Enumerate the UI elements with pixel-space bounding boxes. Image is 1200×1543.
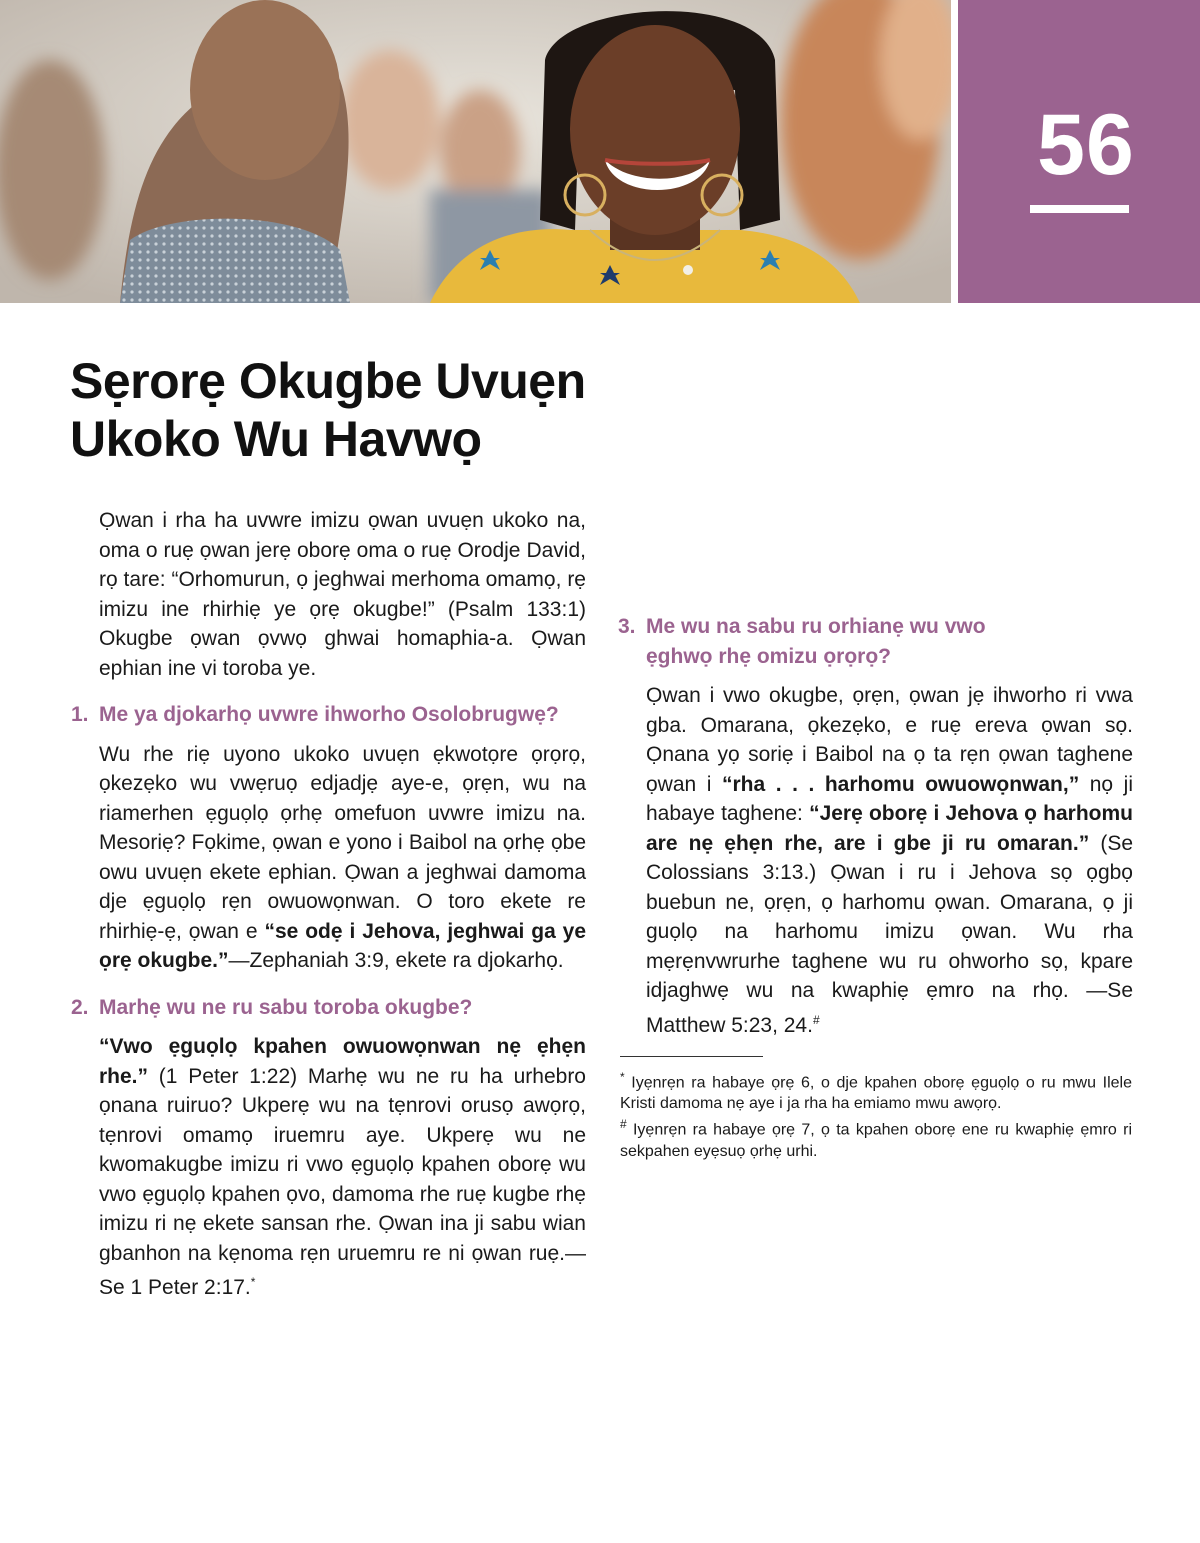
question-1-scripture-quote: “se odẹ i Jehova, jeghwai ga ye ọrẹ okugbe.”	[99, 919, 587, 972]
question-3-heading	[618, 612, 1133, 671]
question-1-number: 1.	[71, 703, 89, 726]
footnote-divider	[620, 1056, 763, 1057]
left-column	[71, 506, 587, 1303]
lesson-number-underline	[1030, 205, 1129, 213]
footnote-1-text: Iyẹnrẹn ra habaye ọrẹ 6, o dje kpahen oborẹ ẹguọlọ o ru mwu Ilele Kristi damoma nẹ aye i ja rha ha emiamo mwu awọrọ.	[620, 1074, 1132, 1113]
question-1-body-text: Wu rhe riẹ uyono ukoko uvuẹn ẹkwotọre ọrọrọ, ọkezẹko wu vwẹruọ edjadjẹ aye-e, ọrẹn, wu na riamerhen ẹguọlọ ọrhẹ omefuon uvwre imizu na. Mesoriẹ? Fọkime, ọwan e yono i Baibol na ọrhẹ ọbe owu uvuẹn ekete ephian. Ọwan a jeghwai damoma dje ẹguọlọ rẹn owuowọnwan. O toro ekete re rhirhiẹ-ẹ, ọwan e	[99, 742, 586, 943]
question-3-text-line-2: ẹghwọ rhẹ omizu ọrọrọ?	[646, 644, 891, 668]
question-2-number: 2.	[71, 995, 89, 1019]
question-1-reference: —Zephaniah 3:9, ekete ra djokarhọ.	[228, 949, 564, 972]
hero-photo	[0, 0, 951, 303]
question-3-body-text-c: (Se Colossians 3:13.) Ọwan i ru i Jehova sọ ọgbọ buebun ne, ọrẹn, ọ harhomu ọwan. Omarana, ọ ji guọlọ na harhomu imizu ọwan. Wu rha mẹrẹnvwrurhe taghene wu ru ohworho sọ, kpare idjaghwẹ wu na kwaphiẹ ẹmro na rhọ. —Se Matthew 5:23, 24.	[646, 831, 1134, 1037]
footnote-1	[620, 1067, 1132, 1114]
question-3-quote-1: “rha . . . harhomu owuowọnwan,”	[721, 772, 1080, 796]
question-1-body	[99, 740, 586, 976]
lesson-number: 56	[1037, 97, 1135, 193]
question-2-heading	[71, 993, 586, 1023]
intro-paragraph: Ọwan i rha ha uvwre imizu ọwan uvuẹn ukoko na, oma o ruẹ ọwan jerẹ oborẹ oma o ruẹ Orodje David, rọ tare: “Orhomurun, ọ jeghwai merhoma omamọ, rẹ imizu ine rhirhiẹ ye ọrẹ okugbe!” (Psalm 133:1) Okugbe ọwan ọvwọ ghwai homaphia-a. Ọwan ephian ine vi toroba ye.	[99, 509, 586, 680]
question-2-text: Marhẹ wu ne ru sabu toroba okugbe?	[99, 995, 473, 1019]
footnote-2-text: Iyẹnrẹn ra habaye ọrẹ 7, ọ ta kpahen oborẹ ene ru kwaphiẹ ẹmro ri sekpahen eyẹsuọ ọrhẹ urhi.	[620, 1121, 1132, 1160]
right-column-continuation	[618, 615, 1134, 1162]
question-3-body	[646, 681, 1133, 1040]
question-1-text: Me ya djokarhọ uvwre ihworho Osolobrugwẹ?	[99, 703, 559, 726]
footnote-2-mark: #	[620, 1117, 627, 1132]
footnote-2	[620, 1114, 1132, 1161]
footnote-marker-2[interactable]: #	[812, 1012, 820, 1027]
question-3-quote-2: “Jerẹ oborẹ i Jehova ọ harhomu are nẹ ẹhẹn rhe, are i gbe ji ru omaran.”	[646, 802, 1134, 855]
hero-photo-illustration	[0, 0, 951, 303]
question-2-body	[99, 1032, 586, 1303]
footnote-marker-1[interactable]: *	[250, 1275, 256, 1289]
footnote-1-mark: *	[620, 1070, 625, 1084]
question-2-scripture-quote: “Vwo ẹguọlọ kpahen owuowọnwan nẹ ẹhẹn rhe.”	[99, 1035, 586, 1088]
title-line-2: Ukoko Wu Havwọ	[70, 411, 482, 467]
question-3-number: 3.	[618, 615, 636, 638]
question-3-body-text-a: Ọwan i vwo okugbe, ọrẹn, ọwan jẹ ihworho ri vwa gba. Omarana, ọkezẹko, e ruẹ ereva ọwan sọ. Ọnana yọ soriẹ i Baibol na ọ ta rẹn ọwan taghene ọwan i	[646, 684, 1133, 796]
page-title	[70, 352, 586, 468]
question-3-text-line-1: Me wu na sabu ru orhianẹ wu vwo	[646, 615, 986, 638]
question-1-heading	[71, 700, 586, 730]
title-line-1: Sẹrorẹ Okugbe Uvuẹn	[70, 353, 586, 409]
lesson-number-box	[958, 0, 1200, 303]
question-2-body-text: (1 Peter 1:22) Marhẹ wu ne ru ha urhebro ọnana ruiruo? Ukperẹ wu na tẹnrovi orusọ awọrọ, tẹnrovi omamọ iruemru aye. Ukperẹ wu ne kwomakugbe imizu ri vwo ẹguọlọ kpahen oborẹ wu vwo ẹguọlọ kpahen ọvo, damoma rhe ruẹ kugbe rhẹ imizu ri nẹ ekete sansan rhe. Ọwan ina ji sabu wian gbanhon na kẹnoma rẹn uruemru re ni ọwan ruẹ.—Se 1 Peter 2:17.	[99, 1064, 586, 1299]
question-3-body-text-b: nọ ji habaye taghene:	[646, 772, 1133, 825]
